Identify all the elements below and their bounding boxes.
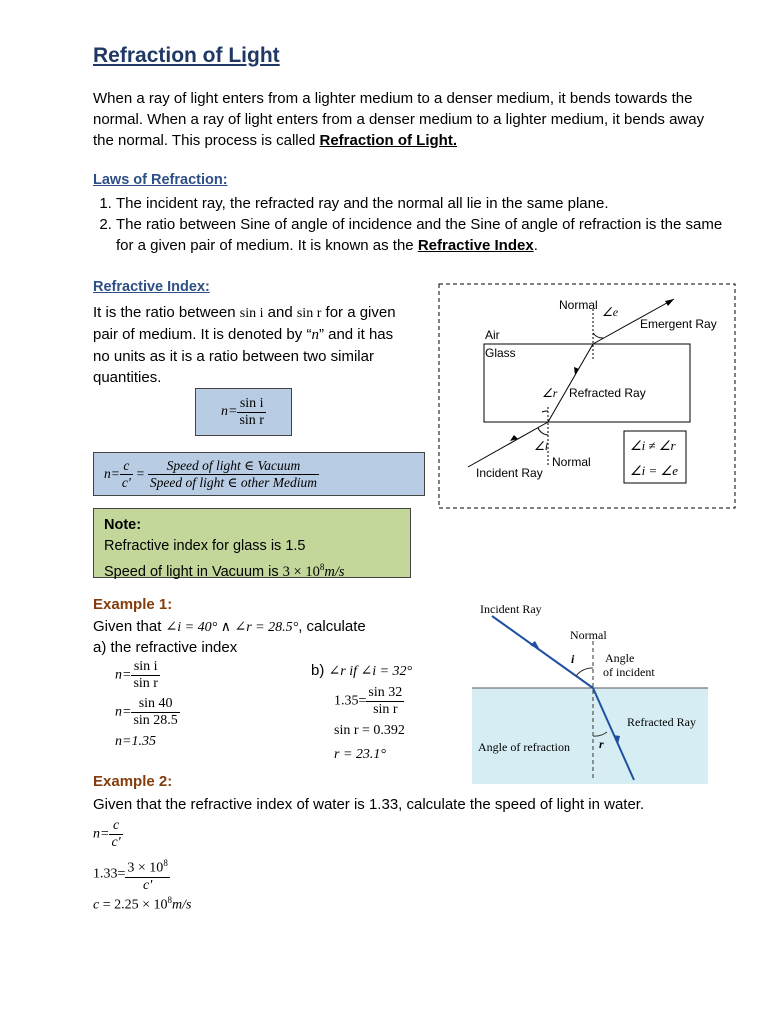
page-title: Refraction of Light — [93, 44, 280, 67]
example-1-given: Given that ∠i = 40° ∧ ∠r = 28.5°, calculate — [93, 618, 366, 635]
angle-e-arc — [593, 333, 603, 338]
formula-box-speed: n= $\frac{c}{c'}$ = $\frac{\text{Speed of light ∈ Vacuum}}{\text{Speed of light ∈ other Medium}}$ — [93, 452, 425, 496]
note-box — [93, 508, 411, 578]
relation-i-eq-e: ∠i = ∠e — [630, 463, 678, 478]
law-item-1: 1. The incident ray, the refracted ray and the normal all lie in the same plane. — [116, 193, 741, 214]
photo-label-of-incident: of incident — [603, 665, 655, 679]
intro-paragraph — [93, 88, 718, 151]
ex1-a-step-2: n= $\frac{\sin 40}{\sin 28.5}$ — [115, 696, 178, 728]
example-1-part-b: b) ∠r if ∠i = 32° — [311, 662, 413, 679]
refractive-index-paragraph: It is the ratio between sin i and sin r for a given pair of medium. It is denoted by “n” and it has no units as it is a ratio between two similar quantities. — [93, 304, 396, 386]
label-normal-top: Normal — [559, 298, 598, 312]
label-angle-i: ∠i — [534, 439, 549, 453]
photo-label-refracted: Refracted Ray — [627, 715, 696, 729]
note-line-1: Refractive index for glass is 1.5 — [104, 538, 306, 554]
label-incident-ray: Incident Ray — [476, 466, 543, 480]
ex2-step-1: n= $\frac{c}{c'}$ — [93, 818, 121, 850]
laws-heading: Laws of Refraction: — [93, 172, 228, 188]
ex1-a-step-1: n= $\frac{\text{sin i}}{\text{sin r}}$ — [115, 659, 158, 691]
water-region — [472, 688, 708, 784]
label-air: Air — [485, 328, 500, 342]
refraction-slab-diagram — [438, 283, 736, 509]
ex2-result: $c = 2.25 \times 10^8m/s$ — [93, 895, 192, 913]
angle-i-arc — [538, 428, 548, 435]
ex1-b-result: r = 23.1° — [334, 747, 386, 762]
ex1-b-step-1: 1.35= $\frac{\sin 32}{\text{sin r}}$ — [334, 685, 403, 717]
photo-label-i: i — [571, 652, 575, 666]
label-glass: Glass — [485, 346, 516, 360]
example-1-part-a: a) the refractive index — [93, 639, 238, 656]
ex2-step-2: 1.33= $\frac{3 \times 10^8}{c'}$ — [93, 855, 170, 894]
emergent-arrow — [665, 299, 674, 306]
example-1-heading: Example 1: — [93, 596, 173, 613]
law-item-2: 2. The ratio between Sine of angle of incidence and the Sine of angle of refraction is the same for a given pair of medium. It is known as the Refractive Index. — [116, 214, 741, 256]
photo-label-normal: Normal — [570, 628, 607, 642]
refraction-water-illustration — [472, 596, 708, 784]
relation-i-neq-r: ∠i ≠ ∠r — [630, 438, 676, 453]
photo-label-angle: Angle — [605, 651, 635, 665]
label-angle-e: ∠e — [602, 305, 619, 319]
formula-box-n: n= $\frac{\text{sin i}}{\text{sin r}}$ — [195, 388, 292, 436]
label-refracted-ray: Refracted Ray — [569, 386, 646, 400]
laws-list — [93, 193, 741, 256]
refractive-index-heading: Refractive Index: — [93, 279, 210, 295]
note-title: Note: — [104, 517, 142, 533]
intro-text: When a ray of light enters from a lighter medium to a denser medium, it bends towards the normal. When a ray of light enters from a denser medium to a lighter medium, it bends away the normal. This process is called — [93, 90, 705, 149]
photo-label-angle-refraction: Angle of refraction — [478, 740, 570, 754]
note-line-2: Speed of light in Vacuum is $3 \times 10^8m/s$ — [104, 562, 345, 580]
label-normal-bottom: Normal — [552, 455, 591, 469]
label-angle-r: ∠r — [542, 386, 558, 400]
ex1-a-result: n=1.35 — [115, 734, 156, 749]
intro-highlight: Refraction of Light. — [319, 132, 457, 149]
label-emergent-ray: Emergent Ray — [640, 317, 717, 331]
photo-label-incident: Incident Ray — [480, 602, 542, 616]
photo-label-r: r — [599, 737, 604, 751]
example-2-given: Given that the refractive index of water is 1.33, calculate the speed of light in water. — [93, 796, 645, 813]
example-2-heading: Example 2: — [93, 773, 173, 790]
ex1-b-step-2: sin r = 0.392 — [334, 723, 405, 738]
